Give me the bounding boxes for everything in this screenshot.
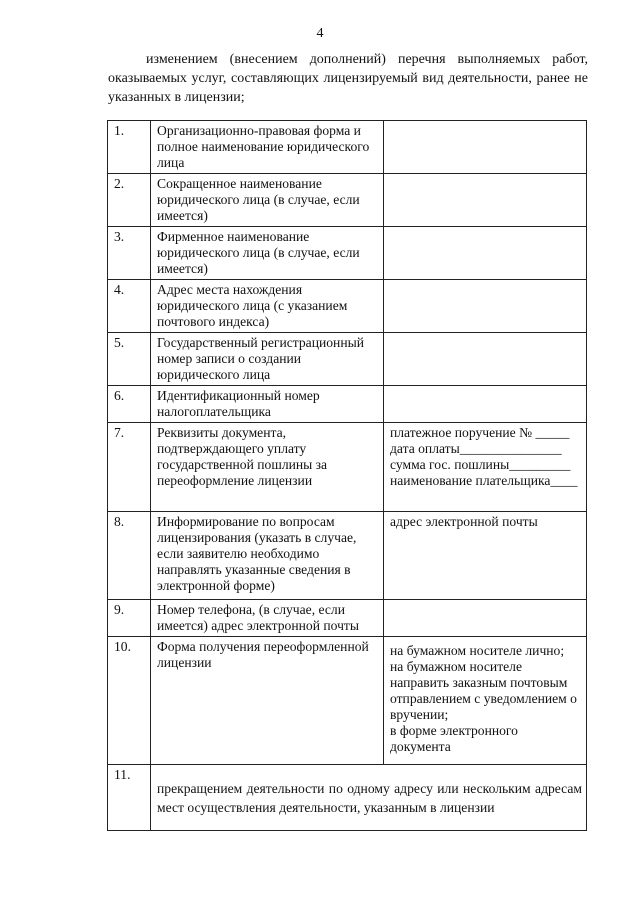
field-value [384, 512, 587, 600]
field-value [384, 600, 587, 637]
field-value [384, 227, 587, 280]
full-width-text: прекращением деятельности по одному адресу или нескольким адресам мест осуществления деятельности, указанным в лицензии [151, 765, 587, 831]
table-row [108, 227, 587, 280]
field-label: Организационно-правовая форма и полное наименование юридического лица [151, 121, 384, 174]
payment-order-number: платежное поручение № _____ [390, 425, 570, 440]
field-label: Фирменное наименование юридического лица (в случае, если имеется) [151, 227, 384, 280]
license-receipt-options [384, 637, 587, 765]
payment-date: дата оплаты_______________ [390, 441, 562, 456]
table-row [108, 512, 587, 600]
field-label: Адрес места нахождения юридического лица (с указанием почтового индекса) [151, 280, 384, 333]
option-electronic: в форме электронного документа [390, 723, 518, 754]
option-paper-by-mail: на бумажном носителе направить заказным почтовым отправлением с уведомлением о вручении; [390, 659, 577, 722]
option-paper-in-person: на бумажном носителе лично; [390, 643, 565, 658]
field-label: Сокращенное наименование юридического лица (в случае, если имеется) [151, 174, 384, 227]
row-number: 10. [108, 637, 151, 765]
field-label: Идентификационный номер налогоплательщика [151, 386, 384, 423]
field-label: Реквизиты документа, подтверждающего уплату государственной пошлины за переоформление лицензии [151, 423, 384, 512]
field-label: Форма получения переоформленной лицензии [151, 637, 384, 765]
row-number: 7. [108, 423, 151, 512]
row-number: 6. [108, 386, 151, 423]
license-form-table [107, 120, 587, 831]
table-row [108, 637, 587, 765]
table-row [108, 423, 587, 512]
field-value [384, 121, 587, 174]
payer-name: наименование плательщика____ [390, 473, 578, 488]
table-row [108, 333, 587, 386]
field-label: Номер телефона, (в случае, если имеется) адрес электронной почты [151, 600, 384, 637]
field-value [384, 386, 587, 423]
page-number: 4 [316, 26, 324, 41]
field-value [384, 333, 587, 386]
table-row [108, 600, 587, 637]
table-row [108, 174, 587, 227]
fee-amount: сумма гос. пошлины_________ [390, 457, 571, 472]
row-number: 4. [108, 280, 151, 333]
table-row [108, 121, 587, 174]
table-row [108, 280, 587, 333]
field-label: Государственный регистрационный номер записи о создании юридического лица [151, 333, 384, 386]
field-value [384, 174, 587, 227]
email-address: адрес электронной почты [390, 514, 538, 529]
payment-details [384, 423, 587, 512]
row-number: 3. [108, 227, 151, 280]
table-row [108, 765, 587, 831]
row-number: 8. [108, 512, 151, 600]
table-row [108, 386, 587, 423]
intro-paragraph: изменением (внесением дополнений) перечня выполняемых работ, оказываемых услуг, составляющих лицензируемый вид деятельности, ранее не указанных в лицензии; [108, 52, 588, 105]
row-number: 11. [108, 765, 151, 831]
row-number: 5. [108, 333, 151, 386]
field-value [384, 280, 587, 333]
row-number: 9. [108, 600, 151, 637]
row-number: 1. [108, 121, 151, 174]
field-label: Информирование по вопросам лицензирования (указать в случае, если заявителю необходимо направлять указанные сведения в электронной форме) [151, 512, 384, 600]
row-number: 2. [108, 174, 151, 227]
